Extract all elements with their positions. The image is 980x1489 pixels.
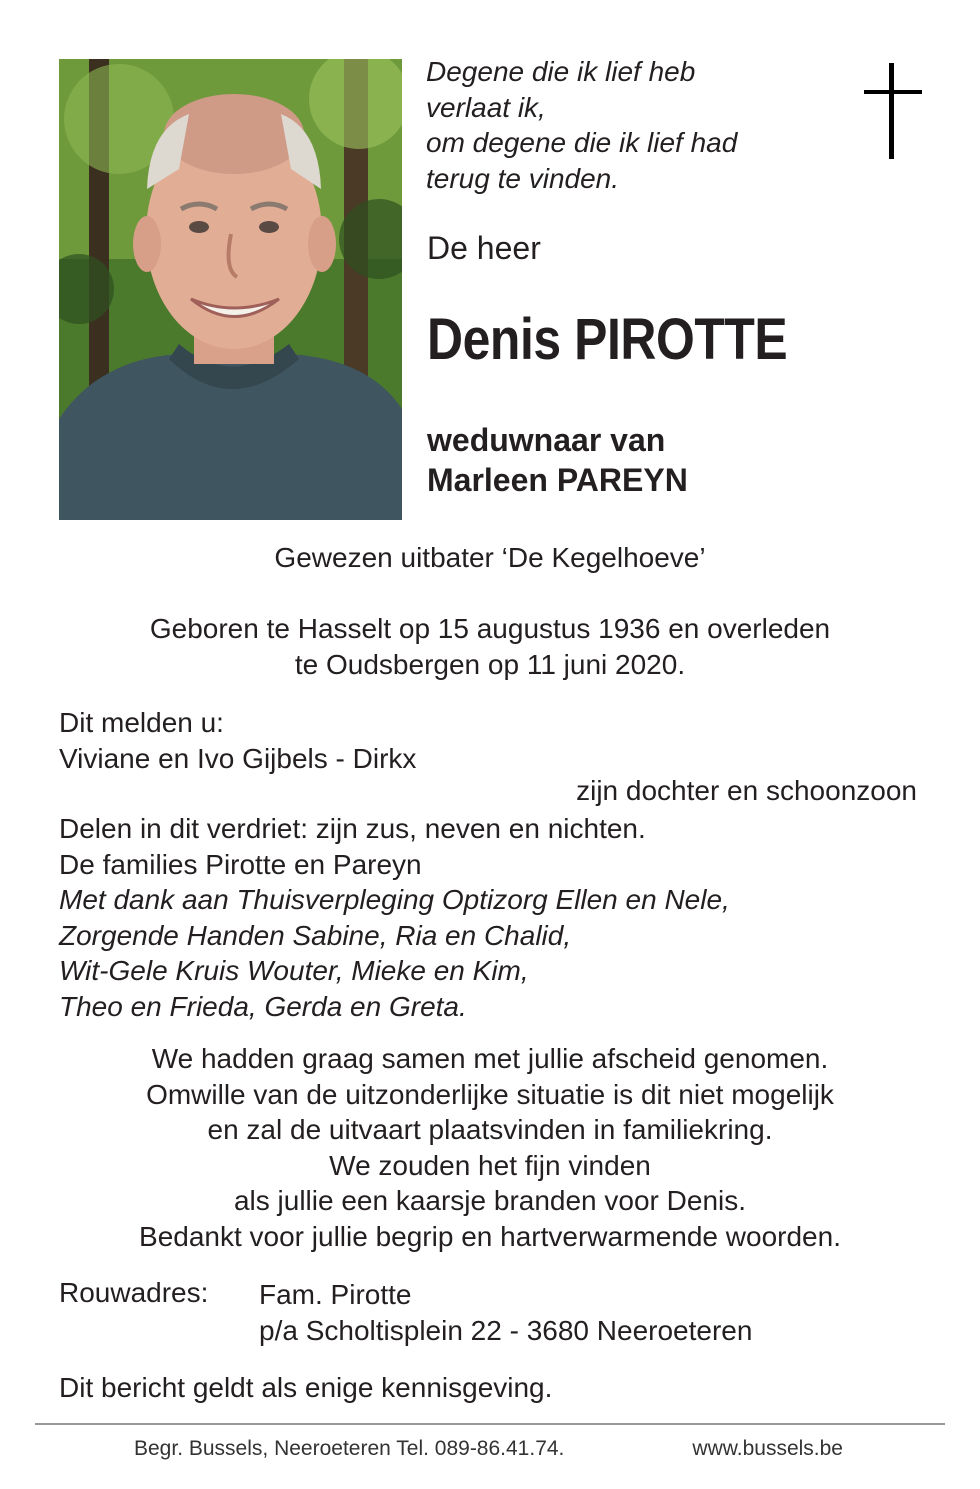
children-relation: zijn dochter en schoonzoon: [576, 775, 917, 806]
footer-divider: [35, 1423, 945, 1425]
poem-line: verlaat ik,: [426, 91, 546, 123]
spouse-name: Marleen PAREYN: [427, 462, 688, 498]
thanks-line: Theo en Frieda, Gerda en Greta.: [59, 990, 467, 1022]
families-line: De families Pirotte en Pareyn: [59, 848, 422, 880]
grief-line: Delen in dit verdriet: zijn zus, neven en nichten.: [59, 813, 646, 844]
announcers-intro: Dit melden u:: [59, 707, 224, 738]
poem-line: Degene die ik lief heb: [426, 56, 696, 87]
address-line-2: p/a Scholtisplein 22 - 3680 Neeroeteren: [259, 1314, 753, 1346]
deceased-name: Denis PIROTTE: [427, 307, 788, 372]
portrait-photo: [59, 59, 402, 520]
birth-death-info: [0, 611, 980, 682]
spouse-block: [427, 420, 688, 500]
message-line: We hadden graag samen met jullie afscheid genomen.: [151, 1043, 829, 1074]
undertaker-info: Begr. Bussels, Neeroeteren Tel. 089-86.41.74.: [134, 1437, 565, 1460]
honorific-title: De heer: [427, 230, 541, 266]
birth-death-line: te Oudsbergen op 11 juni 2020.: [294, 648, 686, 680]
address-label: Rouwadres:: [59, 1277, 209, 1308]
message-line: als jullie een kaarsje branden voor Denis.: [233, 1185, 747, 1216]
notice-text: Dit bericht geldt als enige kennisgeving.: [59, 1372, 553, 1403]
address-line-1: Fam. Pirotte: [259, 1279, 412, 1310]
mourning-address: [259, 1277, 752, 1348]
spouse-intro: weduwnaar van: [427, 422, 666, 458]
announcers-bottom: [59, 811, 730, 1024]
poem-line: terug te vinden.: [426, 162, 620, 194]
cross-icon: [864, 63, 922, 159]
poem-line: om degene die ik lief had: [426, 127, 738, 158]
announcers-top: [59, 705, 416, 776]
thanks-line: Zorgende Handen Sabine, Ria en Chalid,: [59, 919, 572, 951]
occupation: [0, 540, 980, 576]
website-link[interactable]: www.bussels.be: [692, 1437, 843, 1460]
farewell-message: [0, 1041, 980, 1254]
message-line: Bedankt voor jullie begrip en hartverwarmende woorden.: [139, 1220, 841, 1252]
thanks-line: Wit-Gele Kruis Wouter, Mieke en Kim,: [59, 955, 529, 986]
message-line: Omwille van de uitzonderlijke situatie is dit niet mogelijk: [146, 1078, 834, 1110]
birth-death-line: Geboren te Hasselt op 15 augustus 1936 en overleden: [149, 613, 831, 644]
occupation-text: Gewezen uitbater ‘De Kegelhoeve’: [274, 542, 706, 573]
message-line: en zal de uitvaart plaatsvinden in familiekring.: [207, 1114, 773, 1145]
children-names: Viviane en Ivo Gijbels - Dirkx: [59, 742, 417, 774]
thanks-line: Met dank aan Thuisverpleging Optizorg Ellen en Nele,: [59, 884, 730, 915]
memorial-poem: [426, 54, 826, 196]
message-line: We zouden het fijn vinden: [329, 1149, 651, 1181]
